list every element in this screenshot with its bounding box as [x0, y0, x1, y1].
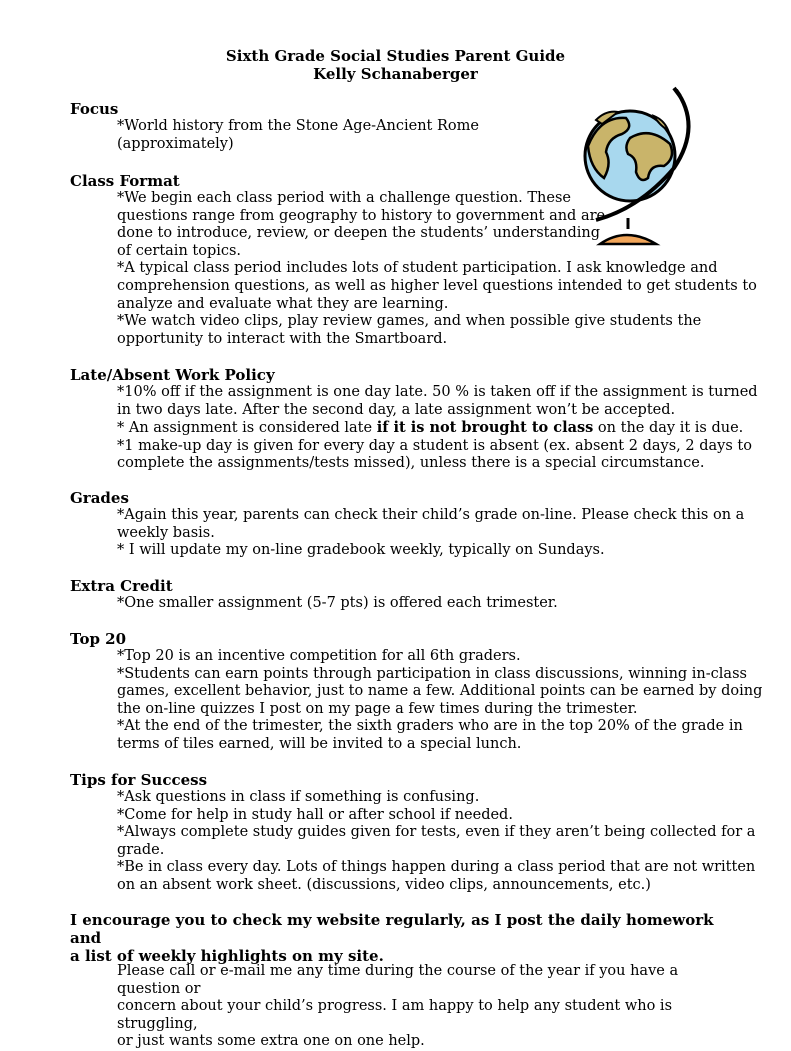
section-class-format	[70, 172, 757, 348]
tips-line: *Always complete study guides given for tests, even if they aren’t being collected for a	[117, 824, 756, 841]
website-note	[70, 911, 730, 965]
focus-heading: Focus	[70, 100, 119, 118]
focus-line: (approximately)	[117, 135, 234, 152]
closing-paragraph	[117, 963, 737, 1051]
website-note-line: I encourage you to check my website regularly, as I post the daily homework and	[70, 911, 714, 947]
grades-heading: Grades	[70, 489, 129, 507]
top20-line: *Top 20 is an incentive competition for all 6th graders.	[117, 648, 521, 664]
class-format-line: done to introduce, review, or deepen the students’ understanding	[117, 225, 600, 242]
late-policy-text: * An assignment is considered late	[117, 420, 377, 437]
late-policy-emphasis: if it is not brought to class	[376, 419, 594, 437]
website-note-line: a list of weekly highlights on my site.	[70, 947, 384, 965]
top20-body	[117, 648, 762, 754]
section-late-policy	[70, 366, 758, 473]
top20-line: terms of tiles earned, will be invited to a special lunch.	[117, 735, 522, 752]
document-author: Kelly Schanaberger	[313, 65, 478, 83]
grades-line: weekly basis.	[117, 524, 215, 541]
section-extra-credit	[70, 577, 558, 613]
top20-line: *At the end of the trimester, the sixth graders who are in the top 20% of the grade in	[117, 718, 743, 735]
tips-line: grade.	[117, 841, 165, 858]
tips-body	[117, 789, 755, 895]
tips-line: on an absent work sheet. (discussions, video clips, announcements, etc.)	[117, 876, 651, 893]
class-format-line: analyze and evaluate what they are learning.	[117, 295, 449, 312]
class-format-line: opportunity to interact with the Smartboard.	[117, 330, 448, 347]
top20-line: *Students can earn points through participation in class discussions, winning in-class	[117, 665, 747, 682]
tips-line: *Ask questions in class if something is confusing.	[117, 789, 480, 805]
late-policy-line: *10% off if the assignment is one day late. 50 % is taken off if the assignment is turned	[117, 384, 758, 400]
grades-line: *Again this year, parents can check their child’s grade on-line. Please check this on a	[117, 507, 745, 523]
extra-credit-body	[117, 595, 558, 613]
section-tips	[70, 771, 755, 895]
section-focus	[70, 100, 479, 153]
late-policy-heading: Late/Absent Work Policy	[70, 366, 275, 384]
extra-credit-line: *One smaller assignment (5-7 pts) is offered each trimester.	[117, 595, 558, 611]
focus-body	[117, 118, 479, 153]
grades-body	[117, 507, 744, 560]
focus-line: *World history from the Stone Age-Ancient Rome	[117, 118, 479, 134]
late-policy-line: in two days late. After the second day, a late assignment won’t be accepted.	[117, 401, 676, 418]
top20-heading: Top 20	[70, 630, 127, 648]
closing-line: Please call or e-mail me any time during the course of the year if you have a question or	[117, 963, 679, 997]
grades-line: * I will update my on-line gradebook weekly, typically on Sundays.	[117, 542, 605, 559]
tips-heading: Tips for Success	[70, 771, 208, 789]
closing-line: concern about your child’s progress. I am happy to help any student who is struggling,	[117, 998, 673, 1032]
section-top20	[70, 630, 762, 754]
class-format-line: of certain topics.	[117, 242, 242, 259]
class-format-line: *We begin each class period with a challenge question. These	[117, 190, 571, 206]
late-policy-line	[117, 419, 758, 438]
tips-line: *Come for help in study hall or after school if needed.	[117, 806, 513, 823]
document-title: Sixth Grade Social Studies Parent Guide	[225, 47, 566, 65]
late-policy-body	[117, 384, 758, 473]
extra-credit-heading: Extra Credit	[70, 577, 173, 595]
late-policy-line: complete the assignments/tests missed), unless there is a special circumstance.	[117, 455, 705, 472]
section-grades	[70, 489, 744, 560]
late-policy-line: *1 make-up day is given for every day a student is absent (ex. absent 2 days, 2 days to	[117, 437, 752, 454]
class-format-line: *A typical class period includes lots of student participation. I ask knowledge and	[117, 260, 718, 277]
top20-line: games, excellent behavior, just to name a few. Additional points can be earned by doing	[117, 683, 763, 700]
class-format-line: questions range from geography to history to government and are	[117, 207, 606, 224]
late-policy-text: on the day it is due.	[593, 420, 744, 437]
class-format-body	[117, 190, 757, 348]
class-format-heading: Class Format	[70, 172, 180, 190]
class-format-line: *We watch video clips, play review games, and when possible give students the	[117, 313, 702, 330]
closing-line: or just wants some extra one on one help.	[117, 1033, 425, 1050]
tips-line: *Be in class every day. Lots of things happen during a class period that are not written	[117, 859, 756, 876]
class-format-line: comprehension questions, as well as higher level questions intended to get students to	[117, 277, 757, 294]
top20-line: the on-line quizzes I post on my page a few times during the trimester.	[117, 700, 638, 717]
